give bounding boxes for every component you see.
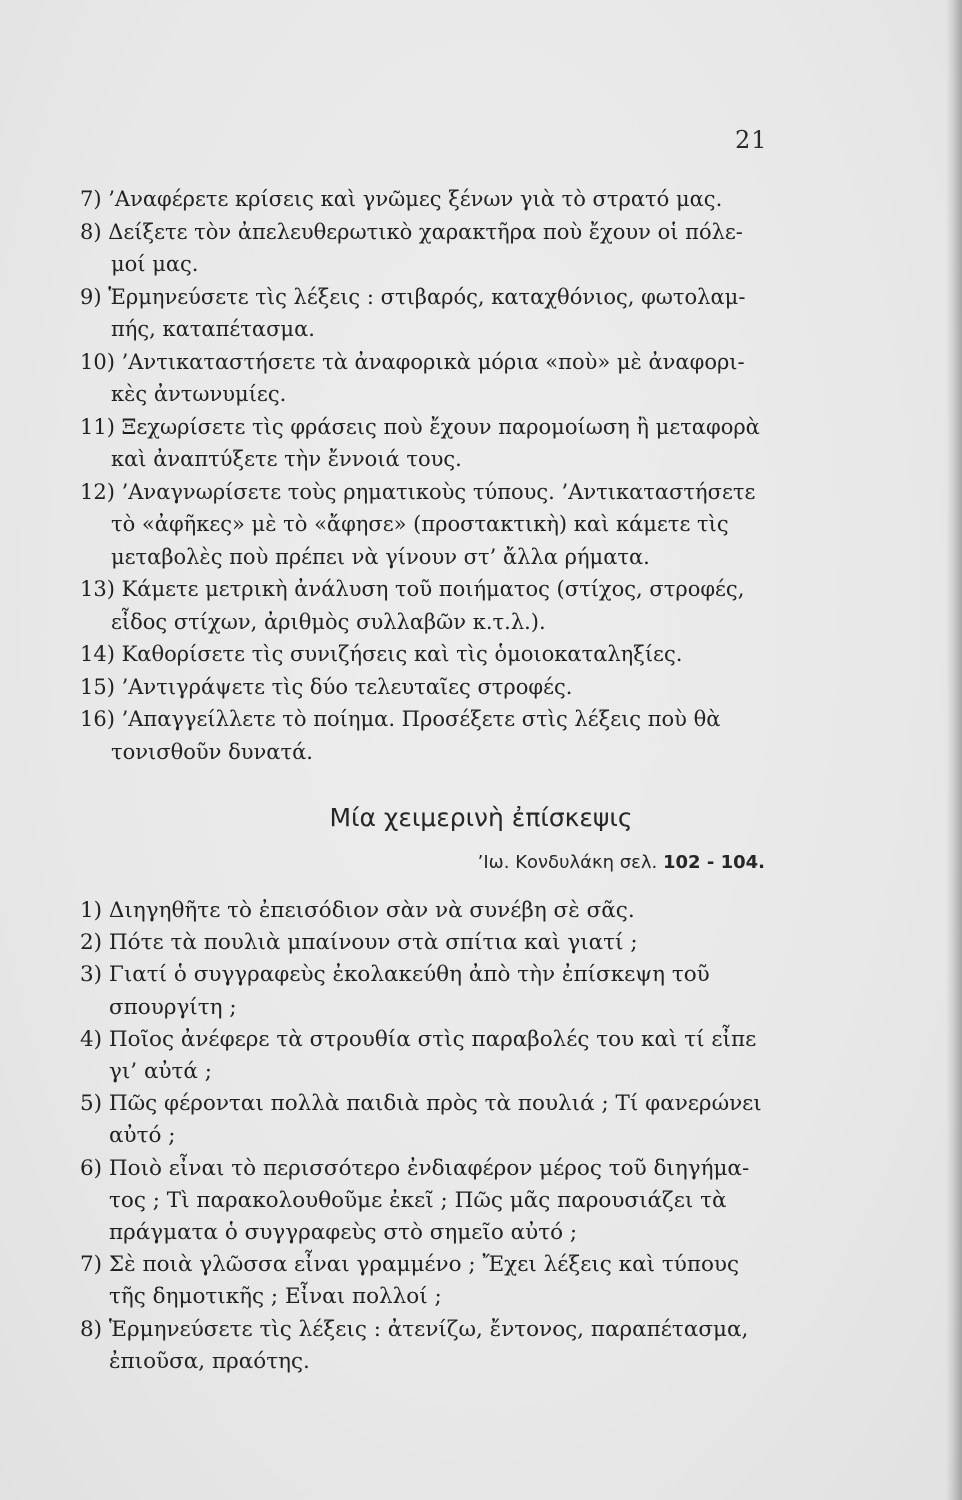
exercise-item: [80, 281, 770, 346]
exercise-continuation: εἶδος στίχων, ἀριθμὸς συλλαβῶν κ.τ.λ.).: [111, 609, 546, 634]
exercise-item: [80, 927, 770, 959]
exercise-continuation: αὐτό ;: [109, 1123, 176, 1149]
exercise-continuation: μεταβολὲς ποὺ πρέπει νὰ γίνουν στ’ ἄλλα ρήματα.: [111, 544, 650, 569]
exercise-item: [80, 703, 770, 768]
exercise-text: 6) Ποιὸ εἶναι τὸ περισσότερο ἐνδιαφέρον μέρος τοῦ διηγήμα-: [80, 1155, 750, 1181]
exercise-text: 16) ’Απαγγείλλετε τὸ ποίημα. Προσέξετε στὶς λέξεις ποὺ θὰ: [80, 707, 721, 731]
exercise-text: 4) Ποῖος ἀνέφερε τὰ στρουθία στὶς παραβολές του καὶ τί εἶπε: [80, 1026, 757, 1052]
exercise-text: 3) Γιατί ὁ συγγραφεὺς ἐκολακεύθη ἀπὸ τὴν ἐπίσκεψη τοῦ: [80, 962, 710, 988]
exercise-continuation: πράγματα ὁ συγγραφεὺς στὸ σημεῖο αὐτό ;: [109, 1220, 578, 1246]
exercise-text: 14) Καθορίσετε τὶς συνιζήσεις καὶ τὶς ὁμοιοκαταληξίες.: [80, 642, 683, 666]
exercise-continuation: τονισθοῦν δυνατά.: [111, 739, 313, 764]
exercise-continuation: τος ; Τὶ παρακολουθοῦμε ἐκεῖ ; Πῶς μᾶς παρουσιάζει τὰ: [109, 1187, 727, 1213]
exercise-continuation: τὸ «ἀφῆκες» μὲ τὸ «ἄφησε» (προστακτικὴ) καὶ κάμετε τὶς: [111, 512, 729, 536]
exercise-item: [80, 346, 770, 411]
exercise-item: [80, 1249, 770, 1313]
exercise-text: 9) Ἑρμηνεύσετε τὶς λέξεις : στιβαρός, καταχθόνιος, φωτολαμ-: [80, 284, 746, 309]
exercise-item: [80, 1024, 770, 1088]
exercise-list-story: [80, 895, 770, 1378]
exercise-continuation: τῆς δημοτικῆς ; Εἶναι πολλοί ;: [109, 1284, 442, 1310]
section-title: Μία χειμερινὴ ἐπίσκεψις: [329, 803, 633, 832]
exercise-item: [80, 671, 770, 704]
exercise-continuation: ἐπιοῦσα, πραότης.: [109, 1348, 310, 1374]
exercise-continuation: πής, καταπέτασμα.: [111, 317, 315, 341]
exercise-text: 15) ’Αντιγράψετε τὶς δύο τελευταῖες στροφές.: [80, 674, 573, 699]
page-number: 21: [735, 126, 768, 154]
exercise-text: 8) Δείξετε τὸν ἀπελευθερωτικὸ χαρακτῆρα ποὺ ἔχουν οἱ πόλε-: [80, 219, 743, 244]
exercise-item: [80, 1314, 770, 1378]
exercise-item: [80, 216, 770, 281]
exercise-item: [80, 476, 770, 574]
exercise-continuation: σπουργίτη ;: [109, 994, 237, 1020]
exercise-item: [80, 1088, 770, 1152]
exercise-text: 11) Ξεχωρίσετε τὶς φράσεις ποὺ ἔχουν παρομοίωση ἢ μεταφορὰ: [80, 414, 760, 439]
exercise-item: [80, 959, 770, 1023]
author-reference: [0, 852, 765, 873]
page-range: 102 - 104.: [663, 852, 765, 873]
exercise-text: 7) Σὲ ποιὰ γλῶσσα εἶναι γραμμένο ; Ἔχει λέξεις καὶ τύπους: [80, 1252, 740, 1278]
author-name: ’Ιω. Κονδυλάκη σελ.: [477, 852, 658, 873]
exercise-text: 8) Ἑρμηνεύσετε τὶς λέξεις : ἀτενίζω, ἔντονος, παραπέτασμα,: [80, 1316, 749, 1342]
exercise-item: [80, 1153, 770, 1250]
exercise-item: [80, 638, 770, 671]
exercise-text: 10) ’Αντικαταστήσετε τὰ ἀναφορικὰ μόρια «ποὺ» μὲ ἀναφορι-: [80, 349, 745, 374]
exercise-continuation: μοί μας.: [111, 252, 199, 276]
exercise-continuation: κὲς ἀντωνυμίες.: [111, 382, 287, 406]
exercise-text: 13) Κάμετε μετρικὴ ἀνάλυση τοῦ ποιήματος (στίχος, στροφές,: [80, 577, 745, 601]
exercise-text: 7) ’Αναφέρετε κρίσεις καὶ γνῶμες ξένων γιὰ τὸ στρατό μας.: [80, 187, 723, 211]
exercise-text: 12) ’Αναγνωρίσετε τοὺς ρηματικοὺς τύπους. ’Αντικαταστήσετε: [80, 479, 756, 504]
exercise-item: [80, 895, 770, 927]
page-binding-shadow: [946, 0, 962, 1500]
exercise-text: 2) Πότε τὰ πουλιὰ μπαίνουν στὰ σπίτια καὶ γιατί ;: [80, 930, 638, 956]
exercise-item: [80, 573, 770, 638]
exercise-continuation: καὶ ἀναπτύξετε τὴν ἔννοιά τους.: [111, 447, 462, 471]
exercise-item: [80, 411, 770, 476]
exercise-text: 5) Πῶς φέρονται πολλὰ παιδιὰ πρὸς τὰ πουλιά ; Τί φανερώνει: [80, 1091, 762, 1117]
exercise-text: 1) Διηγηθῆτε τὸ ἐπεισόδιον σὰν νὰ συνέβη σὲ σᾶς.: [80, 898, 635, 923]
exercise-continuation: γι’ αὐτά ;: [109, 1059, 213, 1085]
exercise-item: [80, 183, 770, 216]
exercise-list-poem: [80, 183, 770, 768]
